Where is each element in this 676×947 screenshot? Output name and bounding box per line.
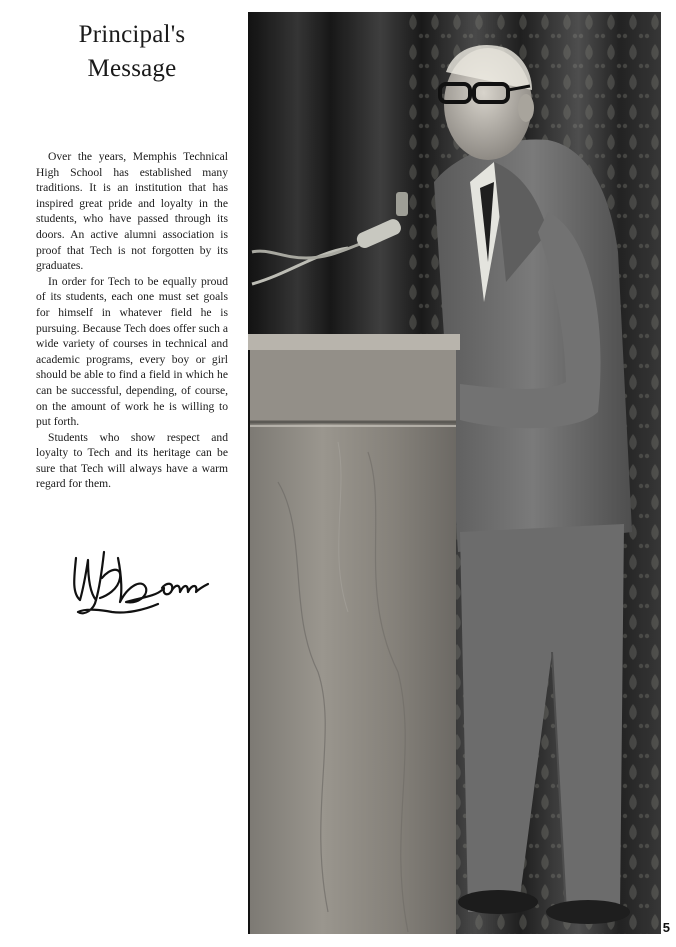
principal-photo (248, 12, 661, 934)
paragraph-1: Over the years, Memphis Technical High School has established many traditions. It is an institution that has inspired great pride and loyalty in the students, who have passed through its doors. An active alumni association is proof that Tech is not forgotten by its graduates. (36, 150, 228, 273)
page-number: 5 (662, 920, 670, 935)
title-line-2: Message (87, 55, 177, 82)
page-title (36, 18, 228, 86)
title-line-1: Principal's (78, 21, 186, 48)
title-block (36, 18, 228, 86)
signature-graphic (66, 538, 216, 634)
message-body (36, 149, 228, 492)
paragraph-2: In order for Tech to be equally proud of its students, each one must set goals for himself in whatever field he is pursuing. Because Tech does offer such a wide variety of courses in technical and academic programs, every boy or girl should be able to find a field in which he can be successful, depending, of course, on the amount of work he is willing to put forth. (36, 274, 228, 429)
paragraph-3: Students who show respect and loyalty to Tech and its heritage can be sure that Tech will always have a warm regard for them. (36, 430, 228, 491)
podium-photo-graphic (248, 12, 661, 934)
principal-signature (66, 538, 216, 634)
